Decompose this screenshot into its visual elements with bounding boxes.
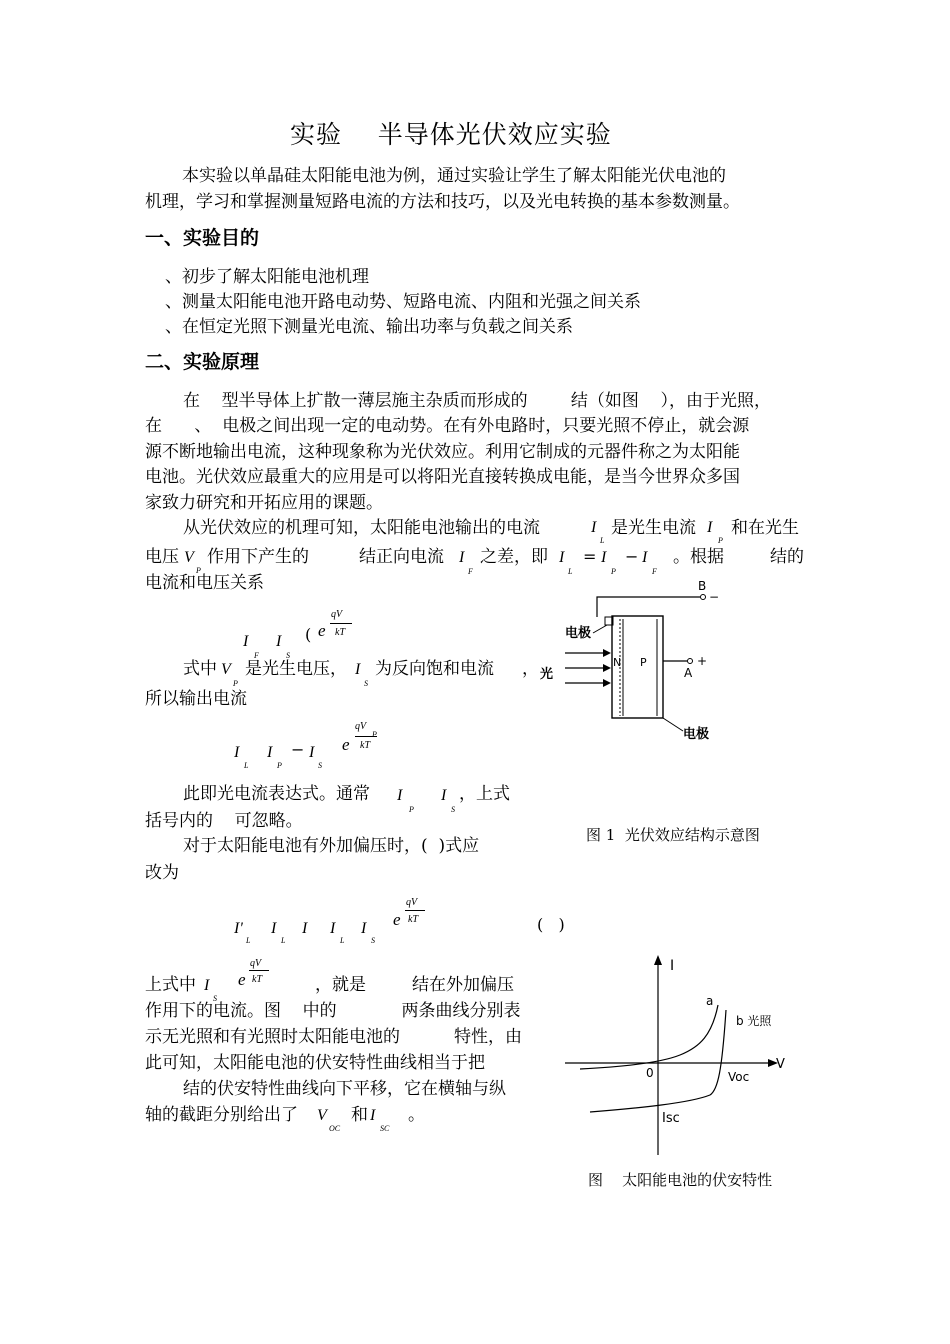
figure2-iv-chart xyxy=(560,950,800,1160)
math-sub: P xyxy=(718,536,723,545)
para2-text-h: 。根据 xyxy=(673,547,724,567)
math-qV: qV xyxy=(406,897,418,908)
math-sub: F xyxy=(254,651,259,660)
math-qVp: qV xyxy=(331,609,343,620)
equation-number: ( ) xyxy=(537,915,565,934)
intro-line-2: 机理，学习和掌握测量短路电流的方法和技巧，以及光电转换的基本参数测量。 xyxy=(145,192,740,212)
math-sub: F xyxy=(652,567,657,576)
label-B-minus: − xyxy=(709,590,720,604)
purpose-item-3: 、在恒定光照下测量光电流、输出功率与负载之间关系 xyxy=(165,317,573,337)
principle-line-1: 在 型半导体上扩散一薄层施主杂质而形成的 结（如图 ），由于光照， xyxy=(183,391,771,411)
math-sub: L xyxy=(246,936,251,945)
math-e: e xyxy=(238,970,246,989)
math-sub: P xyxy=(409,805,414,814)
math-sub: S xyxy=(451,805,455,814)
after-line-3: 此可知，太阳能电池的伏安特性曲线相当于把 xyxy=(145,1053,485,1073)
math-minus: − xyxy=(625,547,639,566)
para2-text-c: 和在光生 xyxy=(731,518,799,538)
fraction-bar xyxy=(249,970,269,971)
math-kT: kT xyxy=(335,627,345,638)
principle-line-5: 家致力研究和开拓应用的课题。 xyxy=(145,493,383,513)
figure1-diagram xyxy=(535,575,750,750)
after-line-1: 作用下的电流。图 中的 两条曲线分别表 xyxy=(145,1001,521,1021)
math-sub: P xyxy=(233,679,238,688)
math-V: V xyxy=(184,549,194,566)
math-I: I xyxy=(361,920,367,937)
math-kT: kT xyxy=(252,974,262,985)
after-text-d: 结的伏安特性曲线向下平移，它在横轴与纵 xyxy=(183,1079,506,1099)
math-V: V xyxy=(221,661,231,678)
math-V: V xyxy=(317,1107,327,1124)
math-I: I xyxy=(601,549,607,566)
label-N: N xyxy=(613,656,622,669)
math-I: I xyxy=(707,519,713,536)
section-heading-principle: 二、实验原理 xyxy=(145,351,260,373)
math-sub: L xyxy=(600,536,605,545)
light-label: 光 xyxy=(540,667,554,682)
math-sub: P xyxy=(196,566,201,575)
intro-line-1: 本实验以单晶硅太阳能电池为例，通过实验让学生了解太阳能光伏电池的 xyxy=(182,166,726,186)
figure1-caption: 图 1 光伏效应结构示意图 xyxy=(586,826,760,844)
math-I: I xyxy=(459,549,465,566)
after-line-2: 示无光照和有光照时太阳能电池的 特性，由 xyxy=(145,1027,523,1047)
bias-text-b: 改为 xyxy=(145,863,179,883)
math-sub: L xyxy=(244,761,249,770)
math-e: e xyxy=(342,735,350,754)
math-equals: = xyxy=(583,547,597,566)
math-I: I xyxy=(441,787,447,804)
vp-text-d: ， xyxy=(522,659,539,679)
para2-text-g: 之差，即 xyxy=(480,547,548,567)
math-I: I xyxy=(243,633,249,650)
vp-text-c: 为反向饱和电流 xyxy=(375,659,494,679)
after-text-c: 结在外加偏压 xyxy=(412,975,514,995)
math-paren: ( xyxy=(305,625,312,644)
curve-a xyxy=(580,1005,718,1069)
purpose-item-2: 、测量太阳能电池开路电动势、短路电流、内阻和光强之间关系 xyxy=(165,292,641,312)
figure2-caption: 图 太阳能电池的伏安特性 xyxy=(588,1171,773,1189)
vp-text-a: 式中 xyxy=(183,659,217,679)
math-qV: qV xyxy=(250,958,262,969)
fraction-bar xyxy=(355,736,377,737)
math-sub: S xyxy=(213,994,217,1003)
math-I: I xyxy=(276,633,282,650)
math-I: I xyxy=(271,920,277,937)
curve-b-label: b 光照 xyxy=(736,1014,772,1028)
math-e: e xyxy=(318,621,326,640)
label-P: P xyxy=(640,656,647,669)
photocurrent-text-b: ，上式 xyxy=(459,784,510,804)
math-I: I xyxy=(397,787,403,804)
math-I: I xyxy=(591,519,597,536)
voc-label: Voc xyxy=(728,1070,750,1084)
math-sub: S xyxy=(364,679,368,688)
math-sub: P xyxy=(611,567,616,576)
math-sub: L xyxy=(568,567,573,576)
after-text-b: ，就是 xyxy=(315,975,366,995)
math-sub: S xyxy=(371,936,375,945)
math-kT: kT xyxy=(360,740,370,751)
math-I: I xyxy=(642,549,648,566)
label-A: A xyxy=(684,666,693,680)
label-B: B xyxy=(698,579,707,593)
principle-line-3: 源不断地输出电流，这种现象称为光伏效应。利用它制成的元器件称之为太阳能 xyxy=(145,442,740,462)
math-sub: SC xyxy=(380,1124,390,1133)
after-text-g: 。 xyxy=(408,1105,425,1125)
purpose-item-1: 、初步了解太阳能电池机理 xyxy=(165,267,369,287)
bias-text-a: 对于太阳能电池有外加偏压时，( )式应 xyxy=(183,836,480,856)
electrode-top-label: 电极 xyxy=(565,626,592,641)
principle-line-4: 电池。光伏效应最重大的应用是可以将阳光直接转换成电能，是当今世界众多国 xyxy=(145,467,740,487)
math-sub: L xyxy=(281,936,286,945)
para2-text-a: 从光伏效应的机理可知，太阳能电池输出的电流 xyxy=(183,518,540,538)
para2-text-i: 结的 xyxy=(770,547,804,567)
math-I: I xyxy=(267,744,273,761)
math-I: I xyxy=(370,1107,376,1124)
math-e: e xyxy=(393,910,401,929)
principle-line-2: 在 、 电极之间出现一定的电动势。在有外电路时，只要光照不停止，就会源 xyxy=(145,416,750,436)
para2-text-e: 作用下产生的 xyxy=(207,547,309,567)
math-I: I xyxy=(302,920,308,937)
fraction-bar xyxy=(405,910,425,911)
math-kT: kT xyxy=(408,914,418,925)
vp-text-b: 是光生电压， xyxy=(245,659,347,679)
curve-a-label: a xyxy=(706,994,714,1008)
math-sub: L xyxy=(340,936,345,945)
math-I: I xyxy=(559,549,565,566)
math-I: I xyxy=(355,661,361,678)
axis-V-label: V xyxy=(776,1057,785,1072)
after-text-a: 上式中 xyxy=(145,975,196,995)
math-sub: S xyxy=(286,651,290,660)
math-sub: P xyxy=(277,761,282,770)
isc-label: Isc xyxy=(662,1111,680,1126)
math-I: I xyxy=(330,920,336,937)
photocurrent-text-a: 此即光电流表达式。通常 xyxy=(183,784,370,804)
math-qVp: qV xyxy=(355,721,367,732)
para2-text-j: 电流和电压关系 xyxy=(145,573,264,593)
page-title: 实验 半导体光伏效应实验 xyxy=(290,120,612,149)
neglect-text: 括号内的 可忽略。 xyxy=(145,811,303,831)
math-sub: S xyxy=(318,761,322,770)
para2-text-b: 是光生电流 xyxy=(611,518,696,538)
section-heading-purpose: 一、实验目的 xyxy=(145,227,260,249)
math-minus: − xyxy=(291,740,305,759)
output-current: 所以输出电流 xyxy=(145,689,247,709)
math-I: I xyxy=(234,744,240,761)
label-A-plus: + xyxy=(697,654,708,668)
origin-label: 0 xyxy=(646,1066,654,1080)
after-text-f: 和 xyxy=(351,1105,368,1125)
math-I-prime: I' xyxy=(234,920,243,937)
electrode-bottom-label: 电极 xyxy=(683,727,710,742)
fraction-bar xyxy=(330,623,352,624)
math-sub: P xyxy=(372,730,377,739)
para2-text-d: 电压 xyxy=(145,547,179,567)
math-I: I xyxy=(309,744,315,761)
math-I: I xyxy=(204,977,210,994)
math-sub: OC xyxy=(329,1124,341,1133)
math-sub: F xyxy=(468,567,473,576)
para2-text-f: 结正向电流 xyxy=(359,547,444,567)
axis-I-label: I xyxy=(670,958,675,974)
after-text-e: 轴的截距分别给出了 xyxy=(145,1105,298,1125)
